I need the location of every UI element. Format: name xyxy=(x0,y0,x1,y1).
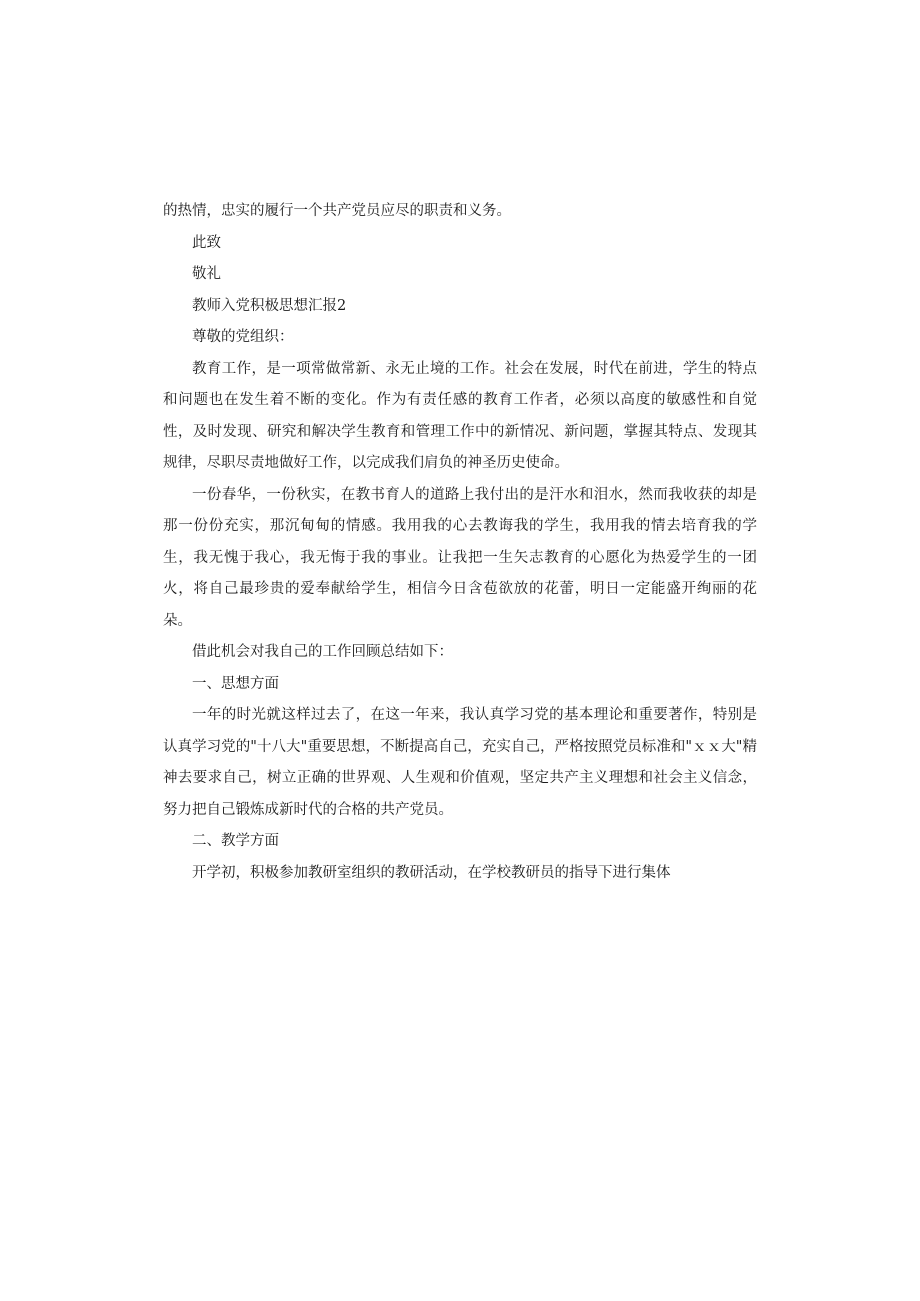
document-page xyxy=(163,196,757,889)
paragraph-spring-autumn: 一份春华，一份秋实，在教书育人的道路上我付出的是汗水和泪水，然而我收获的却是那一份份充实，那沉甸甸的情感。我用我的心去教诲我的学生，我用我的情去培育我的学生，我无愧于我心，我无悔于我的事业。让我把一生矢志教育的心愿化为热爱学生的一团火，将自己最珍贵的爱奉献给学生，相信今日含苞欲放的花蕾，明日一定能盛开绚丽的花朵。 xyxy=(163,486,757,629)
paragraph-salutation-jingli: 敬礼 xyxy=(192,266,221,282)
paragraph-education-work: 教育工作，是一项常做常新、永无止境的工作。社会在发展，时代在前进，学生的特点和问题也在发生着不断的变化。作为有责任感的教育工作者，必须以高度的敏感性和自觉性，及时发现、研究和解决学生教育和管理工作中的新情况、新问题，掌握其特点、发现其规律，尽职尽责地做好工作，以完成我们肩负的神圣历史使命。 xyxy=(163,360,757,471)
section-title: 教师入党积极思想汇报2 xyxy=(192,297,347,314)
paragraph-teaching: 开学初，积极参加教研室组织的教研活动，在学校教研员的指导下进行集体 xyxy=(192,864,671,881)
heading-ideology: 一、思想方面 xyxy=(192,675,279,692)
paragraph-greeting: 尊敬的党组织： xyxy=(192,329,294,345)
paragraph-summary-intro: 借此机会对我自己的工作回顾总结如下： xyxy=(192,644,453,660)
paragraph-closing-line: 的热情，忠实的履行一个共产党员应尽的职责和义务。 xyxy=(163,203,511,219)
paragraph-salutation-cizhi: 此致 xyxy=(192,234,221,251)
heading-teaching: 二、教学方面 xyxy=(192,833,279,849)
paragraph-ideology: 一年的时光就这样过去了，在这一年来，我认真学习党的基本理论和重要著作，特别是认真学习党的"十八大"重要思想，不断提高自己，充实自己，严格按照党员标准和"ｘｘ大"精神去要求自己，树立正确的世界观、人生观和价值观，坚定共产主义理想和社会主义信念，努力把自己锻炼成新时代的合格的共产党员。 xyxy=(163,707,757,818)
